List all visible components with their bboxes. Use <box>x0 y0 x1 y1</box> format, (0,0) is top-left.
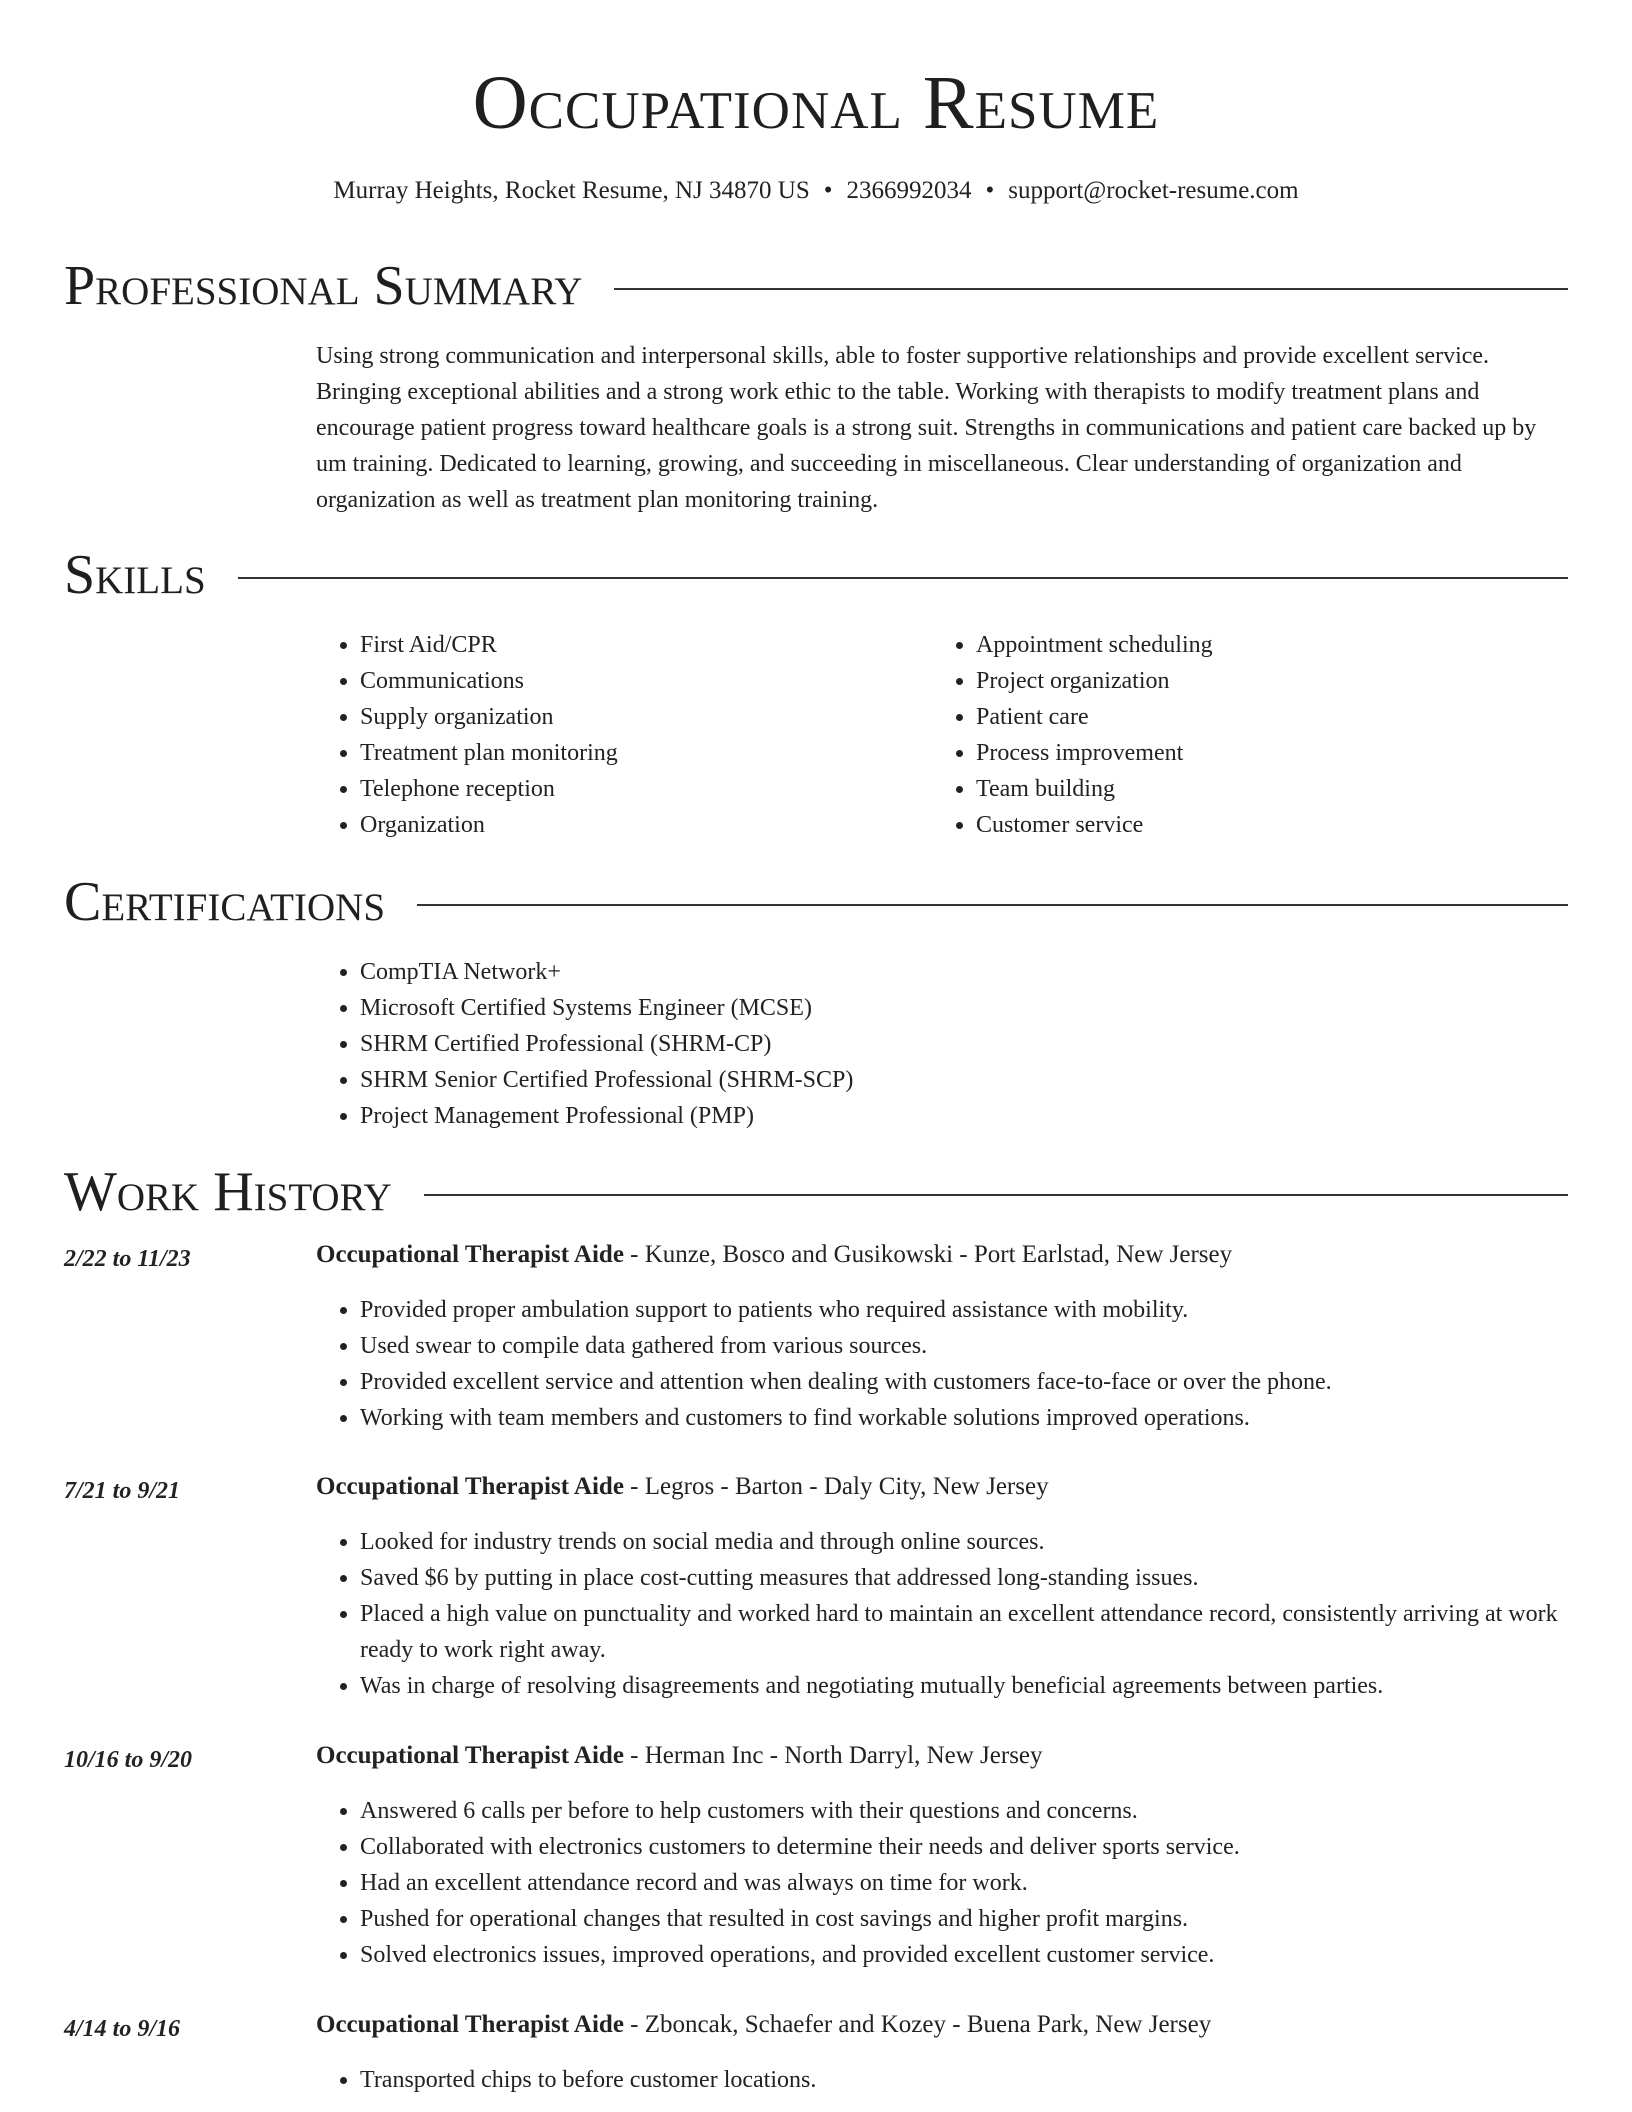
job-duty-item: • Solved electronics issues, improved operations, and provided excellent customer service. <box>360 1937 1568 1973</box>
certification-item: • Project Management Professional (PMP) <box>360 1098 1568 1134</box>
job-duties <box>316 1292 1568 1436</box>
job-title: Occupational Therapist Aide <box>316 1473 624 1500</box>
section-divider <box>614 288 1568 290</box>
job-heading <box>316 1739 1568 1773</box>
job-duty-item: • Transported chips to before customer locations. <box>360 2062 1568 2098</box>
job-duty-item: • Used swear to compile data gathered from various sources. <box>360 1328 1568 1364</box>
job-duty-item: • Had an excellent attendance record and was always on time for work. <box>360 1865 1568 1901</box>
job-heading <box>316 1238 1568 1272</box>
skill-item: • Project organization <box>976 663 1492 699</box>
job-heading <box>316 1470 1568 1504</box>
contact-phone: 2366992034 <box>846 177 972 204</box>
section-header-skills <box>64 543 1568 607</box>
job-duty-item: • Working with team members and customers to find workable solutions improved operations. <box>360 1400 1568 1436</box>
section-title-certifications: Certifications <box>64 871 386 933</box>
skill-item: • Process improvement <box>976 735 1492 771</box>
section-divider <box>424 1194 1568 1196</box>
job-duty-item: • Collaborated with electronics customers to determine their needs and deliver sports service. <box>360 1829 1568 1865</box>
job-duty-item: • Saved $6 by putting in place cost-cutting measures that addressed long-standing issues. <box>360 1560 1568 1596</box>
skills-column-left <box>316 627 876 843</box>
job-duty-item: • Pushed for operational changes that resulted in cost savings and higher profit margins. <box>360 1901 1568 1937</box>
section-header-work-history <box>64 1160 1568 1224</box>
job-title: Occupational Therapist Aide <box>316 1241 624 1268</box>
contact-separator: • <box>823 177 833 204</box>
skills-column-right <box>932 627 1492 843</box>
certification-item: • SHRM Certified Professional (SHRM-CP) <box>360 1026 1568 1062</box>
certification-item: • CompTIA Network+ <box>360 954 1568 990</box>
skill-item: • Team building <box>976 771 1492 807</box>
job-duty-item: • Looked for industry trends on social media and through online sources. <box>360 1524 1568 1560</box>
job-employer-location: - Legros - Barton - Daly City, New Jersey <box>623 1473 1049 1500</box>
skill-item: • Appointment scheduling <box>976 627 1492 663</box>
job-dates: 10/16 to 9/20 <box>64 1747 193 1773</box>
skill-item: • Treatment plan monitoring <box>360 735 876 771</box>
section-title-work-history: Work History <box>64 1161 392 1223</box>
section-header-summary <box>64 254 1568 318</box>
section-header-certifications <box>64 870 1568 934</box>
job-title: Occupational Therapist Aide <box>316 2011 624 2038</box>
section-title-skills: Skills <box>64 544 206 606</box>
section-divider <box>238 577 1568 579</box>
skill-item: • Patient care <box>976 699 1492 735</box>
job-heading <box>316 2008 1568 2042</box>
section-title-summary: Professional Summary <box>64 255 583 317</box>
summary-text: Using strong communication and interpersonal skills, able to foster supportive relationships and provide excellent service. Bringing exceptional abilities and a strong work ethic to the table. Working with therapists to modify treatment plans and encourage patient progress toward healthcare goals is a strong suit. Strengths in communications and patient care backed up by um training. Dedicated to learning, growing, and succeeding in miscellaneous. Clear understanding of organization and organization as well as treatment plan monitoring training. <box>316 343 1537 513</box>
job-employer-location: - Kunze, Bosco and Gusikowski - Port Earlstad, New Jersey <box>623 1241 1233 1268</box>
job-employer-location: - Herman Inc - North Darryl, New Jersey <box>623 1742 1043 1769</box>
contact-separator: • <box>985 177 995 204</box>
certification-item: • SHRM Senior Certified Professional (SHRM-SCP) <box>360 1062 1568 1098</box>
job-dates: 2/22 to 11/23 <box>64 1246 191 1272</box>
job-duty-item: • Provided proper ambulation support to patients who required assistance with mobility. <box>360 1292 1568 1328</box>
contact-address: Murray Heights, Rocket Resume, NJ 34870 US <box>333 177 810 204</box>
skill-item: • Telephone reception <box>360 771 876 807</box>
job-employer-location: - Zboncak, Schaefer and Kozey - Buena Park, New Jersey <box>623 2011 1212 2038</box>
contact-line <box>0 175 1632 207</box>
certifications-list <box>316 954 1568 1134</box>
job-duties <box>316 2062 1568 2098</box>
certification-item: • Microsoft Certified Systems Engineer (MCSE) <box>360 990 1568 1026</box>
skill-item: • First Aid/CPR <box>360 627 876 663</box>
skill-item: • Communications <box>360 663 876 699</box>
section-divider <box>417 904 1568 906</box>
job-dates: 4/14 to 9/16 <box>64 2016 181 2042</box>
job-dates: 7/21 to 9/21 <box>64 1478 181 1504</box>
contact-email: support@rocket-resume.com <box>1008 177 1299 204</box>
job-duty-item: • Provided excellent service and attention when dealing with customers face-to-face or over the phone. <box>360 1364 1568 1400</box>
job-duty-item: • Was in charge of resolving disagreements and negotiating mutually beneficial agreements between parties. <box>360 1668 1568 1704</box>
skill-item: • Customer service <box>976 807 1492 843</box>
skill-item: • Organization <box>360 807 876 843</box>
job-duty-item: • Placed a high value on punctuality and worked hard to maintain an excellent attendance record, consistently arriving at work ready to work right away. <box>360 1596 1568 1668</box>
skill-item: • Supply organization <box>360 699 876 735</box>
resume-name: Occupational Resume <box>472 61 1160 145</box>
job-duties <box>316 1524 1568 1704</box>
job-title: Occupational Therapist Aide <box>316 1742 624 1769</box>
job-duties <box>316 1793 1568 1973</box>
job-duty-item: • Answered 6 calls per before to help customers with their questions and concerns. <box>360 1793 1568 1829</box>
